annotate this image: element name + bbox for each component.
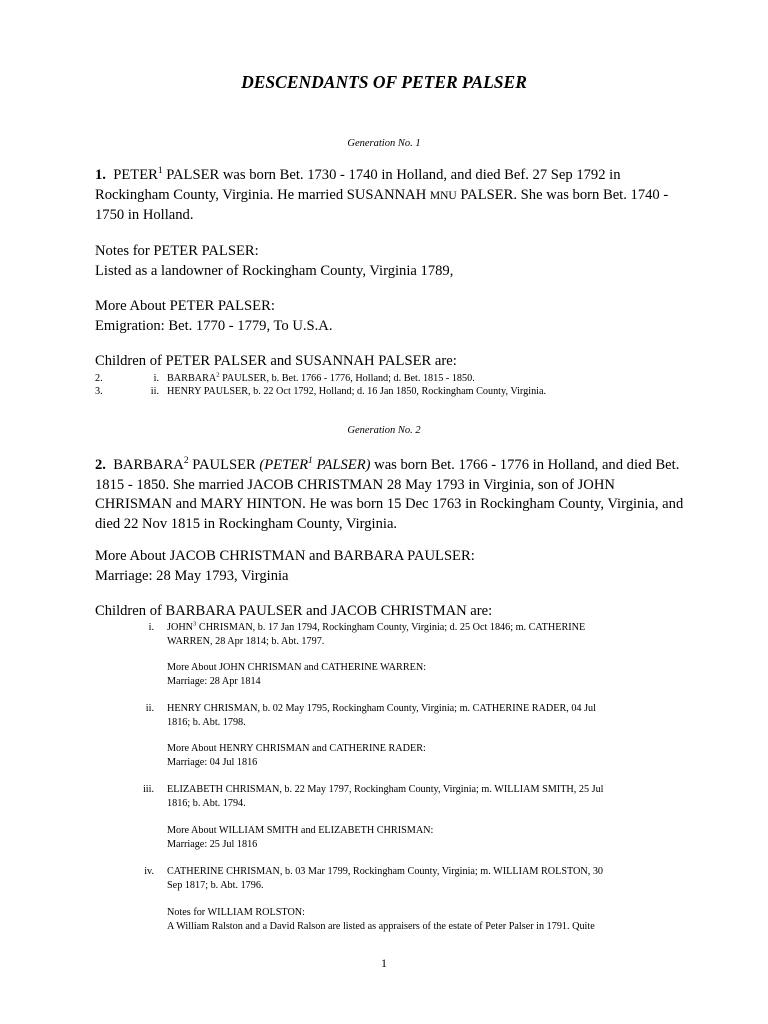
note-heading: More About HENRY CHRISMAN and CATHERINE RADER: xyxy=(167,743,426,754)
child-text: Sep 1817; b. Abt. 1796. xyxy=(167,879,264,891)
entry-text: PALSER. She was born Bet. 1740 - 1750 in Holland. xyxy=(95,186,669,223)
child-note xyxy=(167,824,657,851)
barbara-paulser-entry xyxy=(95,456,685,534)
child-number: 2. xyxy=(95,373,103,384)
entry-text: was born Bet. 1766 - 1776 in Holland, and died Bet. 1815 - 1850. She married JACOB CHRISTMAN 28 May 1793 in Virginia, son of JOHN CHRISMAN and MARY HINTON. He was born 15 Dec 1763 in Rockingham County, Virginia, and died 22 Nov 1815 in Rockingham County, Virginia. xyxy=(95,457,684,532)
child-text: 1816; b. Abt. 1794. xyxy=(167,797,246,809)
more-about-text: Emigration: Bet. 1770 - 1779, To U.S.A. xyxy=(95,317,333,334)
child-roman: i. xyxy=(148,622,154,633)
entry-text: PALSER was born Bet. 1730 - 1740 in Holland, and died Bef. 27 Sep 1792 in Rockingham County, Virginia. He married SUSANNAH xyxy=(95,167,621,203)
child-note xyxy=(167,906,657,933)
page-number: 1 xyxy=(381,956,387,970)
peter-more-about xyxy=(95,297,685,336)
generation-superscript: 2 xyxy=(216,371,220,379)
child-text: PAULSER, b. Bet. 1766 - 1776, Holland; d. Bet. 1815 - 1850. xyxy=(219,373,475,384)
person-name: PETER xyxy=(113,167,158,183)
lineage-parent: (PETER xyxy=(259,457,309,473)
notes-text: Listed as a landowner of Rockingham County, Virginia 1789, xyxy=(95,262,454,279)
mnu-abbrev: MNU xyxy=(429,189,457,202)
children-heading: Children of PETER PALSER and SUSANNAH PALSER are: xyxy=(95,353,457,369)
more-about-heading: More About PETER PALSER: xyxy=(95,298,275,314)
note-text: Marriage: 25 Jul 1816 xyxy=(167,838,258,850)
peter-notes xyxy=(95,242,685,281)
child-roman: ii. xyxy=(145,703,154,714)
more-about-text: Marriage: 28 May 1793, Virginia xyxy=(95,567,289,584)
children-heading: Children of BARBARA PAULSER and JACOB CHRISTMAN are: xyxy=(95,603,493,619)
child-note xyxy=(167,661,657,688)
child-roman: ii. xyxy=(150,386,159,397)
generation-superscript: 3 xyxy=(193,620,197,628)
child-text: CHRISMAN, b. 17 Jan 1794, Rockingham County, Virginia; d. 25 Oct 1846; m. CATHERINE xyxy=(196,622,586,633)
child-name: JOHN xyxy=(167,622,194,633)
notes-heading: Notes for PETER PALSER: xyxy=(95,243,259,259)
peter-palser-entry xyxy=(95,166,685,226)
child-note xyxy=(167,742,657,769)
generation-superscript: 1 xyxy=(157,166,163,177)
note-heading: More About JOHN CHRISMAN and CATHERINE WARREN: xyxy=(167,662,427,673)
child-roman: iv. xyxy=(144,866,154,877)
note-heading: More About WILLIAM SMITH and ELIZABETH CHRISMAN: xyxy=(167,825,434,836)
child-text: 1816; b. Abt. 1798. xyxy=(167,716,246,728)
jacob-barbara-more-about xyxy=(95,547,685,586)
note-text: Marriage: 04 Jul 1816 xyxy=(167,756,258,768)
child-text: ELIZABETH CHRISMAN, b. 22 May 1797, Rockingham County, Virginia; m. WILLIAM SMITH, 25 Jul xyxy=(167,784,604,795)
generation-2-heading: Generation No. 2 xyxy=(347,425,421,436)
entry-number: 2. xyxy=(95,457,106,473)
lineage-parent: PALSER) xyxy=(312,457,371,473)
child-text: WARREN, 28 Apr 1814; b. Abt. 1797. xyxy=(167,635,325,647)
child-roman: iii. xyxy=(142,784,154,795)
entry-text: PAULSER xyxy=(188,457,260,473)
person-name: BARBARA xyxy=(113,457,184,473)
document-title: DESCENDANTS OF PETER PALSER xyxy=(241,72,527,92)
note-text: Marriage: 28 Apr 1814 xyxy=(167,675,261,687)
note-text: A William Ralston and a David Ralson are listed as appraisers of the estate of Peter Palser in 1791. Quite xyxy=(167,920,595,932)
generation-1-heading: Generation No. 1 xyxy=(347,138,421,149)
note-heading: Notes for WILLIAM ROLSTON: xyxy=(167,907,305,918)
child-text: CATHERINE CHRISMAN, b. 03 Mar 1799, Rockingham County, Virginia; m. WILLIAM ROLSTON, 30 xyxy=(167,866,604,877)
child-text: HENRY CHRISMAN, b. 02 May 1795, Rockingham County, Virginia; m. CATHERINE RADER, 04 Jul xyxy=(167,703,596,714)
entry-number: 1. xyxy=(95,167,106,183)
generation-superscript: 2 xyxy=(183,456,189,467)
more-about-heading: More About JACOB CHRISTMAN and BARBARA PAULSER: xyxy=(95,548,475,564)
child-name: BARBARA xyxy=(167,373,217,384)
child-number: 3. xyxy=(95,386,103,397)
generation-superscript: 1 xyxy=(308,456,313,467)
child-text: HENRY PAULSER, b. 22 Oct 1792, Holland; d. 16 Jan 1850, Rockingham County, Virginia. xyxy=(167,386,547,397)
child-roman: i. xyxy=(153,373,159,384)
